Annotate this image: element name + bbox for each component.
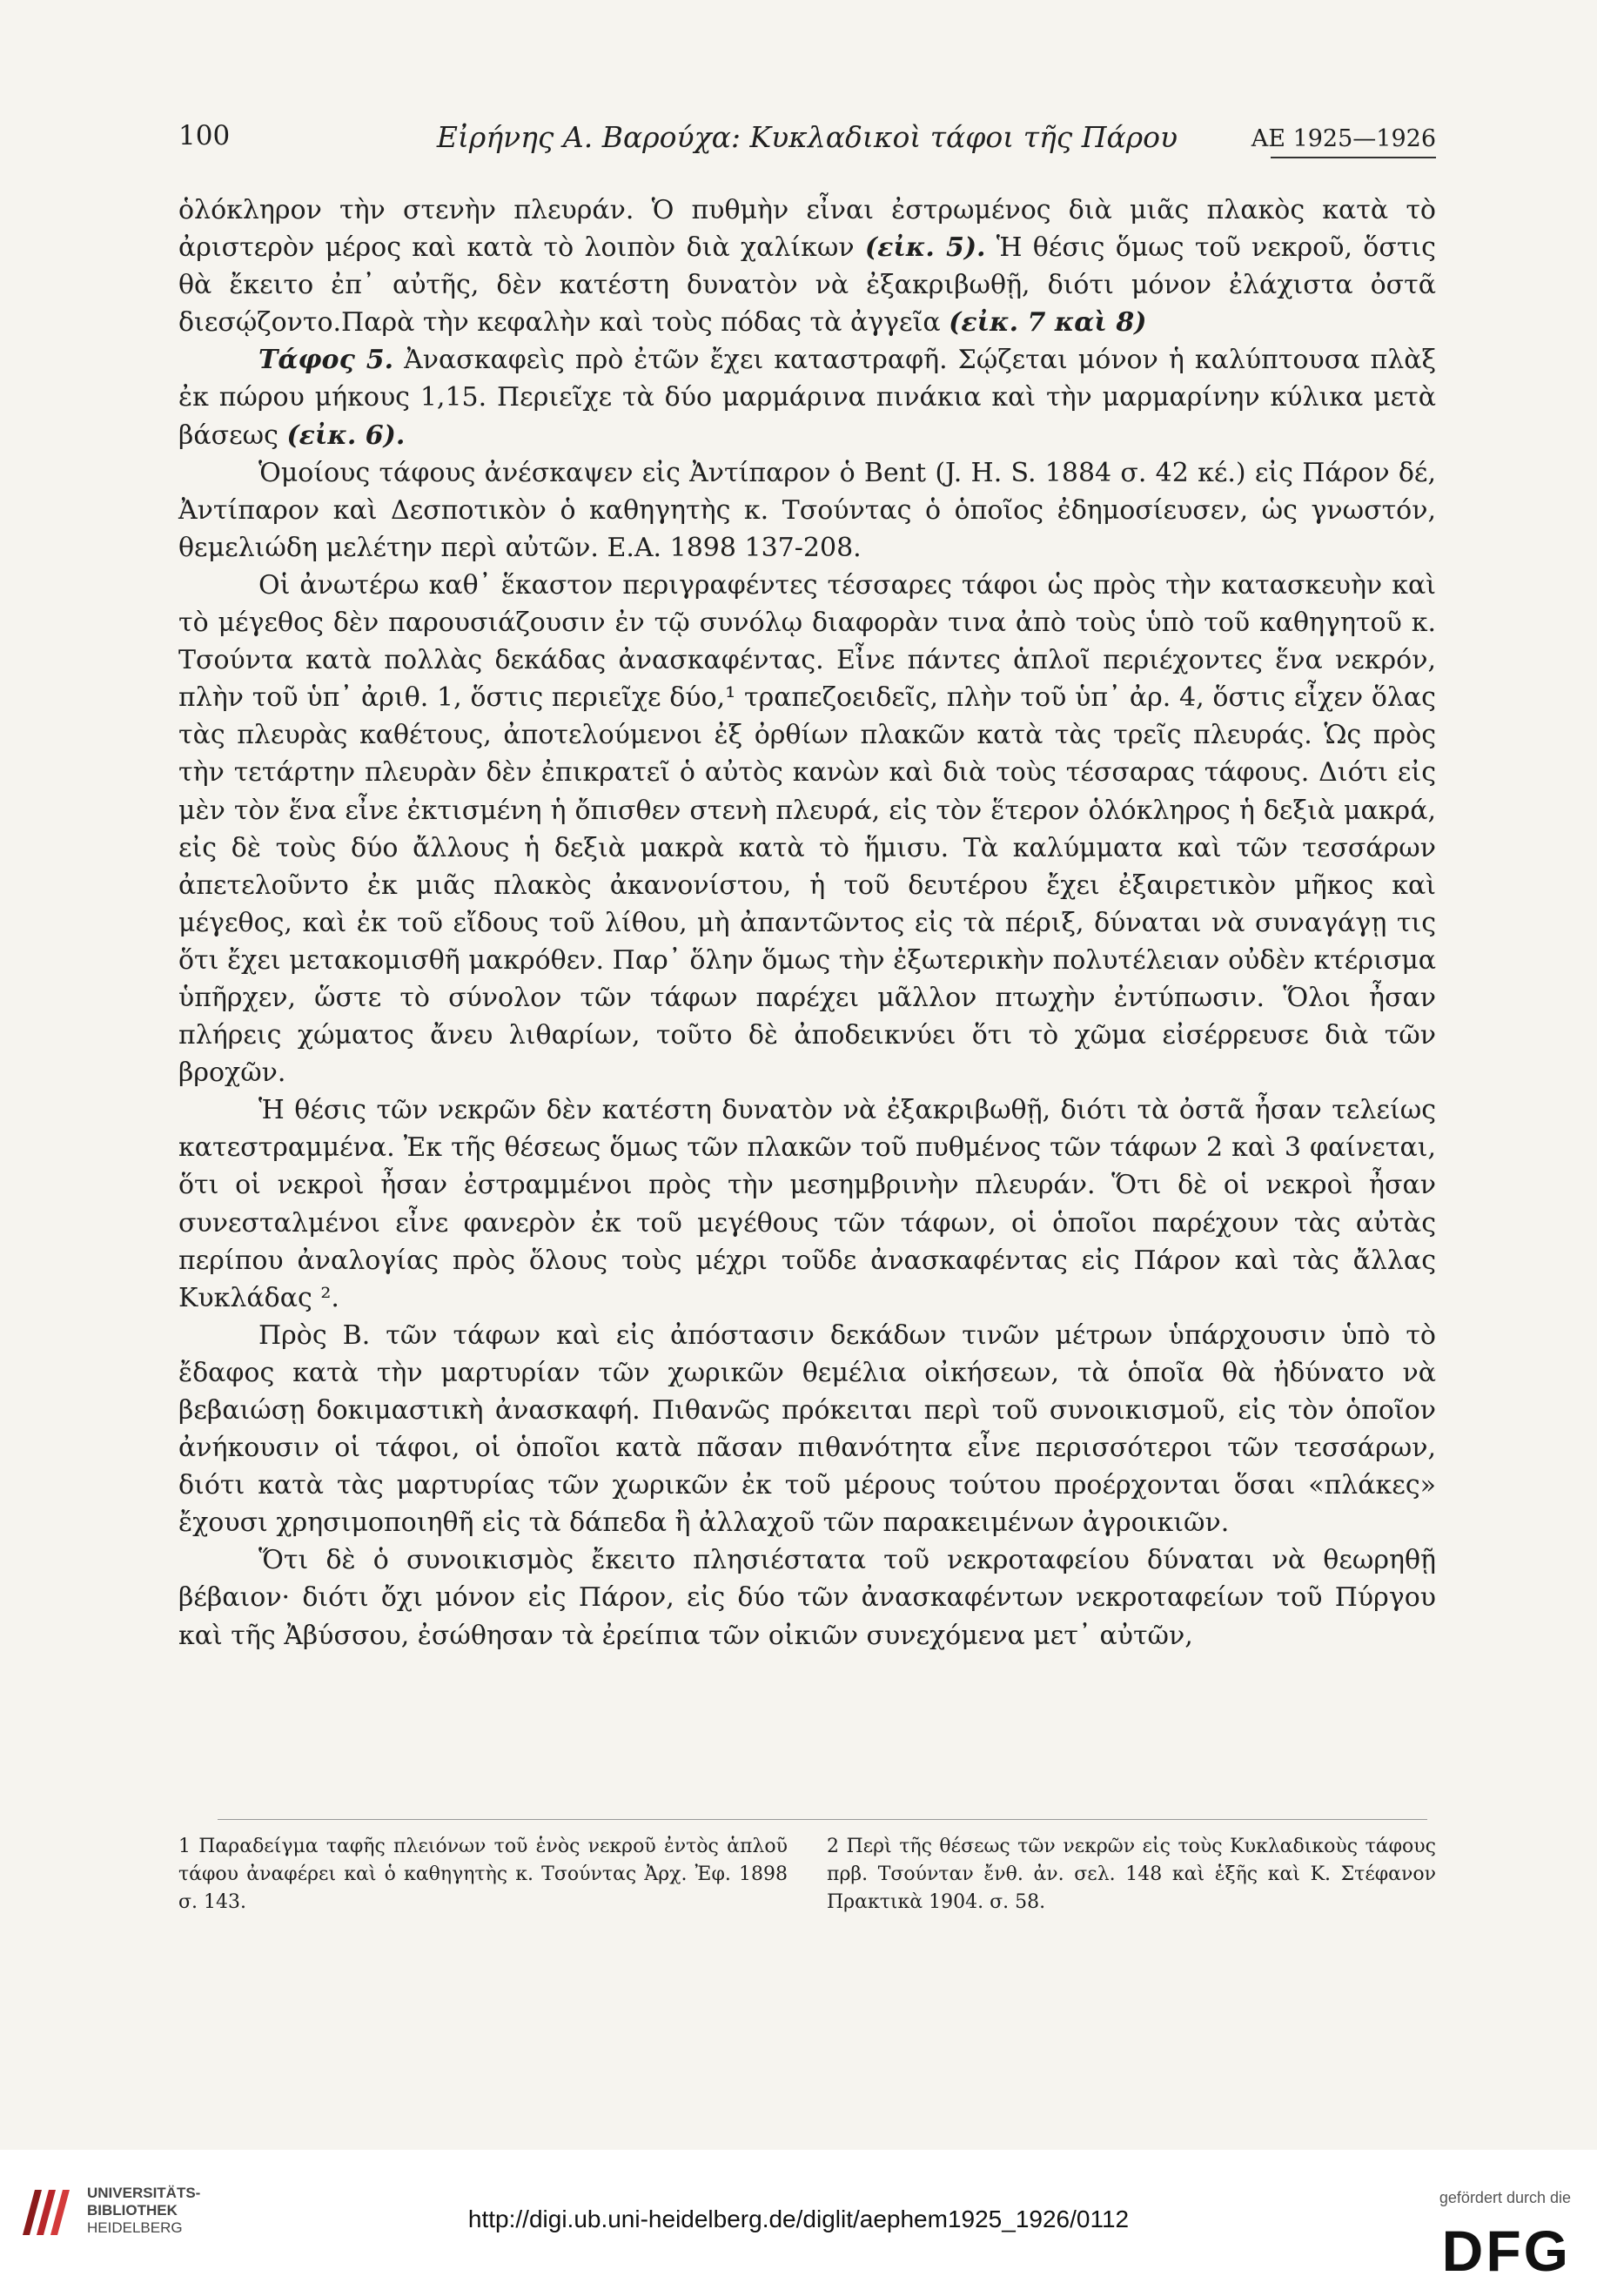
running-header <box>178 120 1436 160</box>
figure-ref: (εἰκ. 6). <box>286 420 406 451</box>
paragraph-7: Ὅτι δὲ ὁ συνοικισμὸς ἔκειτο πλησιέστατα τοῦ νεκροταφείου δύναται νὰ θεωρηθῇ βέβαιον· διότι ὄχι μόνον εἰς Πάρον, εἰς δύο τῶν ἀνασκαφέντων νεκροταφείων τοῦ Πύργου καὶ τῆς Ἀβύσσου, ἐσώθησαν τὰ ἐρείπια τῶν οἰκιῶν συνεχόμενα μετ᾽ αὐτῶν, <box>178 1545 1436 1651</box>
footnote-2: 2 Περὶ τῆς θέσεως τῶν νεκρῶν εἰς τοὺς Κυκλαδικοὺς τάφους πρβ. Τσούνταν ἔνθ. ἀν. σελ. 148 καὶ ἑξῆς καὶ Κ. Στέφανον Πρακτικὰ 1904. σ. 58. <box>827 1836 1436 1913</box>
journal-label: ΑΕ 1925—1926 <box>1251 125 1436 152</box>
tomb-label: Τάφος 5. <box>258 345 394 376</box>
footnote-1: 1 Παραδείγμα ταφῆς πλειόνων τοῦ ἑνὸς νεκροῦ ἐντὸς ἁπλοῦ τάφου ἀναφέρει καὶ ὁ καθηγητὴς κ. Τσούντας Ἀρχ. Ἐφ. 1898 σ. 143. <box>178 1836 788 1913</box>
page-number: 100 <box>178 120 231 151</box>
paragraph-5: Ἡ θέσις τῶν νεκρῶν δὲν κατέστη δυνατὸν νὰ ἐξακριβωθῇ, διότι τὰ ὀστᾶ ἦσαν τελείως κατεστραμμένα. Ἐκ τῆς θέσεως ὅμως τῶν πλακῶν τοῦ πυθμένος τῶν τάφων 2 καὶ 3 φαίνεται, ὅτι οἱ νεκροὶ ἦσαν ἐστραμμένοι πρὸς τὴν μεσημβρινὴν πλευράν. Ὅτι δὲ οἱ νεκροὶ ἦσαν συνεσταλμένοι εἶνε φανερὸν ἐκ τοῦ μεγέθους τῶν τάφων, οἱ ὁποῖοι παρέχουν τὰς αὐτὰς περίπου ἀναλογίας πρὸς ὅλους τοὺς μέχρι τοῦδε ἀνασκαφέντας εἰς Πάρον καὶ τὰς ἄλλας Κυκλάδας ². <box>178 1095 1436 1313</box>
dfg-logo: DFG <box>1441 2219 1571 2283</box>
funder-note: gefördert durch die <box>1439 2189 1571 2206</box>
paragraph-1: ὁλόκληρον τὴν στενὴν πλευράν. Ὁ πυθμὴν εἶναι ἐστρωμένος διὰ μιᾶς πλακὸς κατὰ τὸ ἀριστερὸν μέρος καὶ κατὰ τὸ λοιπὸν διὰ χαλίκων (εἰκ. 5). Ἡ θέσις ὅμως τοῦ νεκροῦ, ὅστις θὰ ἔκειτο ἐπ᾽ αὐτῆς, δὲν κατέστη δυνατὸν νὰ ἐξακριβωθῇ, διότι μόνον ἐλάχιστα ὀστᾶ διεσῴζοντο.Παρὰ τὴν κεφαλὴν καὶ τοὺς πόδας τὰ ἀγγεῖα (εἰκ. 7 καὶ 8) <box>178 195 1436 339</box>
figure-ref: (εἰκ. 7 καὶ 8) <box>949 307 1147 339</box>
paragraph-tomb-5: Τάφος 5. Ἀνασκαφεὶς πρὸ ἐτῶν ἔχει καταστραφῆ. Σῴζεται μόνον ἡ καλύπτουσα πλὰξ ἐκ πώρου μήκους 1,15. Περιεῖχε τὰ δύο μαρμάρινα πινάκια καὶ τὴν μαρμαρίνην κύλικα μετὰ βάσεως (εἰκ. 6). <box>178 345 1436 451</box>
figure-ref: (εἰκ. 5). <box>864 232 986 264</box>
footnote-rule <box>218 1819 1427 1820</box>
running-title: Εἰρήνης Α. Βαρούχα: Κυκλαδικοὶ τάφοι τῆς Πάρου <box>436 120 1178 154</box>
paragraph-4: Οἱ ἀνωτέρω καθ᾽ ἕκαστον περιγραφέντες τέσσαρες τάφοι ὡς πρὸς τὴν κατασκευὴν καὶ τὸ μέγεθος δὲν παρουσιάζουσιν ἐν τῷ συνόλῳ διαφορὰν τινα ἀπὸ τοὺς ὑπὸ τοῦ καθηγητοῦ κ. Τσούντα κατὰ πολλὰς δεκάδας ἀνασκαφέντας. Εἶνε πάντες ἁπλοῖ περιέχοντες ἕνα νεκρόν, πλὴν τοῦ ὑπ᾽ ἀριθ. 1, ὅστις περιεῖχε δύο,¹ τραπεζοειδεῖς, πλὴν τοῦ ὑπ᾽ ἀρ. 4, ὅστις εἶχεν ὅλας τὰς πλευρὰς καθέτους, ἀποτελούμενοι ἐξ ὀρθίων πλακῶν κατὰ τὰς τρεῖς πλευράς. Ὡς πρὸς τὴν τετάρτην πλευρὰν δὲν ἐπικρατεῖ ὁ αὐτὸς κανὼν καὶ διὰ τοὺς τέσσαρας τάφους. Διότι εἰς μὲν τὸν ἕνα εἶνε ἐκτισμένη ἡ ὄπισθεν στενὴ πλευρά, εἰς τὸν ἕτερον ὁλόκληρος ἡ δεξιὰ μακρά, εἰς δὲ τοὺς δύο ἄλλους ἡ δεξιὰ μακρὰ κατὰ τὸ ἥμισυ. Τὰ καλύμματα καὶ τῶν τεσσάρων ἀπετελοῦντο ἐκ μιᾶς πλακὸς ἀκανονίστου, ἡ τοῦ δευτέρου ἔχει ἐξαιρετικὸν μῆκος καὶ μέγεθος, καὶ ἐκ τοῦ εἴδους τοῦ λίθου, μὴ ἀπαντῶντος εἰς τὰ πέριξ, δύναται νὰ συναγάγῃ τις ὅτι ἔχει μετακομισθῆ μακρόθεν. Παρ᾽ ὅλην ὅμως τὴν ἐξωτερικὴν πολυτέλειαν οὐδὲν κτέρισμα ὑπῆρχεν, ὥστε τὸ σύνολον τῶν τάφων παρέχει μᾶλλον πτωχὴν ἐντύπωσιν. Ὅλοι ἦσαν πλήρεις χώματος ἄνευ λιθαρίων, τοῦτο δὲ ἀποδεικνύει ὅτι τὸ χῶμα εἰσέρρευσε διὰ τῶν βροχῶν. <box>178 569 1436 1089</box>
permalink-url[interactable]: http://digi.ub.uni-heidelberg.de/diglit/aephem1925_1926/0112 <box>467 2205 1130 2232</box>
paragraph-6: Πρὸς Β. τῶν τάφων καὶ εἰς ἀπόστασιν δεκάδων τινῶν μέτρων ὑπάρχουσιν ὑπὸ τὸ ἔδαφος κατὰ τὴν μαρτυρίαν τῶν χωρικῶν θεμέλια οἰκήσεων, τὰ ὁποῖα θὰ ἠδύνατο νὰ βεβαιώσῃ δοκιμαστικὴ ἀνασκαφή. Πιθανῶς πρόκειται περὶ τοῦ συνοικισμοῦ, εἰς τὸν ὁποῖον ἀνήκουσιν οἱ τάφοι, οἱ ὁποῖοι κατὰ πᾶσαν πιθανότητα εἶνε περισσότεροι τῶν τεσσάρων, διότι κατὰ τὰς μαρτυρίας τῶν χωρικῶν ἐκ τοῦ μέρους τούτου προέρχονται ὅσαι «πλάκες» ἔχουσι χρησιμοποιηθῆ εἰς τὰ δάπεδα ἢ ἀλλαχοῦ τῶν παρακειμένων ἀγροικιῶν. <box>178 1319 1436 1539</box>
footnotes <box>178 1833 1436 1917</box>
body-text <box>178 191 1436 1655</box>
paragraph-3: Ὁμοίους τάφους ἀνέσκαψεν εἰς Ἀντίπαρον ὁ Bent (J. H. S. 1884 σ. 42 κέ.) εἰς Πάρον δέ, Ἀντίπαρον καὶ Δεσποτικὸν ὁ καθηγητὴς κ. Τσούντας ὁ ὁποῖος ἐδημοσίευσεν, ὡς γνωστόν, θεμελιώδη μελέτην περὶ αὐτῶν. Ε.Α. 1898 137-208. <box>178 457 1436 563</box>
library-name: UNIVERSITÄTS- BIBLIOTHEK HEIDELBERG <box>87 2185 201 2236</box>
header-rule <box>1271 157 1436 158</box>
